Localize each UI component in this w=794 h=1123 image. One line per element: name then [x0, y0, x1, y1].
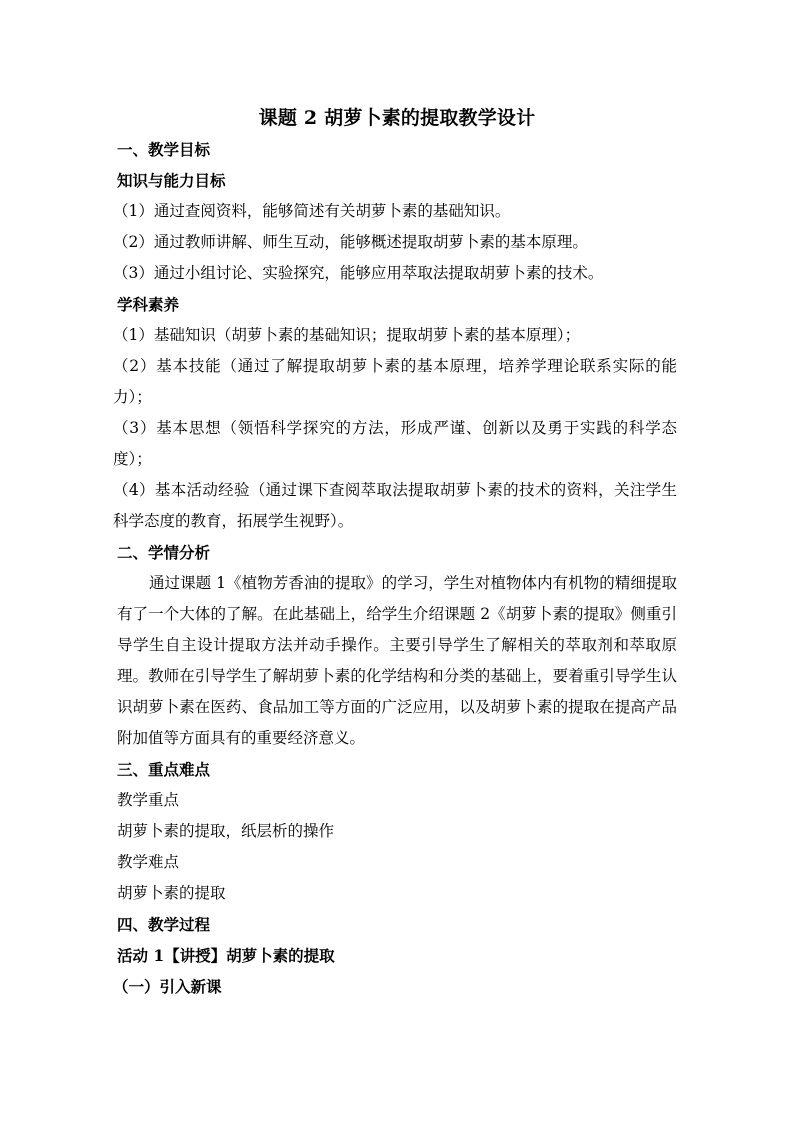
difficulty-text: 胡萝卜素的提取 — [117, 884, 226, 902]
activity-heading: 活动 1【讲授】胡萝卜素的提取 — [117, 946, 335, 965]
literacy-item-1: （1）基础知识（胡萝卜素的基础知识；提取胡萝卜素的基本原理）； — [113, 326, 581, 344]
focus-text: 胡萝卜素的提取，纸层析的操作 — [117, 822, 335, 840]
knowledge-item-3: （3）通过小组讨论、实验探究，能够应用萃取法提取胡萝卜素的技术。 — [113, 264, 604, 282]
section-heading-objectives: 一、教学目标 — [117, 140, 211, 159]
analysis-paragraph: 通过课题 1《植物芳香油的提取》的学习，学生对植物体内有机物的精细提取有了一个大体的了解。在此基础上，给学生介绍课题 2《胡萝卜素的提取》侧重引导学生自主设计提取方法并动手操作。主要引导学生了解相关的萃取剂和萃取原理。教师在引导学生了解胡萝卜素的化学结构和分类的基础上，要着重引导学生认识胡萝卜素在医药、食品加工等方面的广泛应用，以及胡萝卜素的提取在提高产品附加值等方面具有的重要经济意义。 — [117, 574, 677, 747]
document-page — [113, 104, 677, 1002]
document-title: 课题 2 胡萝卜素的提取教学设计 — [258, 107, 536, 129]
step-heading-intro: （一）引入新课 — [113, 977, 222, 996]
section-heading-key-points: 三、重点难点 — [117, 760, 211, 779]
literacy-item-3: （3）基本思想（领悟科学探究的方法，形成严谨、创新以及勇于实践的科学态度）； — [113, 419, 677, 468]
section-heading-process: 四、教学过程 — [117, 915, 211, 934]
focus-label: 教学重点 — [117, 791, 180, 809]
literacy-item-4: （4）基本活动经验（通过课下查阅萃取法提取胡萝卜素的技术的资料，关注学生科学态度的教育，拓展学生视野）。 — [113, 481, 677, 530]
difficulty-label: 教学难点 — [117, 853, 180, 871]
subheading-knowledge-ability: 知识与能力目标 — [117, 171, 226, 190]
knowledge-item-2: （2）通过教师讲解、师生互动，能够概述提取胡萝卜素的基本原理。 — [113, 233, 588, 251]
knowledge-item-1: （1）通过查阅资料，能够简述有关胡萝卜素的基础知识。 — [113, 202, 511, 220]
subheading-literacy: 学科素养 — [117, 295, 180, 314]
section-heading-analysis: 二、学情分析 — [117, 543, 211, 562]
literacy-item-2: （2）基本技能（通过了解提取胡萝卜素的基本原理，培养学理论联系实际的能力）； — [113, 357, 677, 406]
